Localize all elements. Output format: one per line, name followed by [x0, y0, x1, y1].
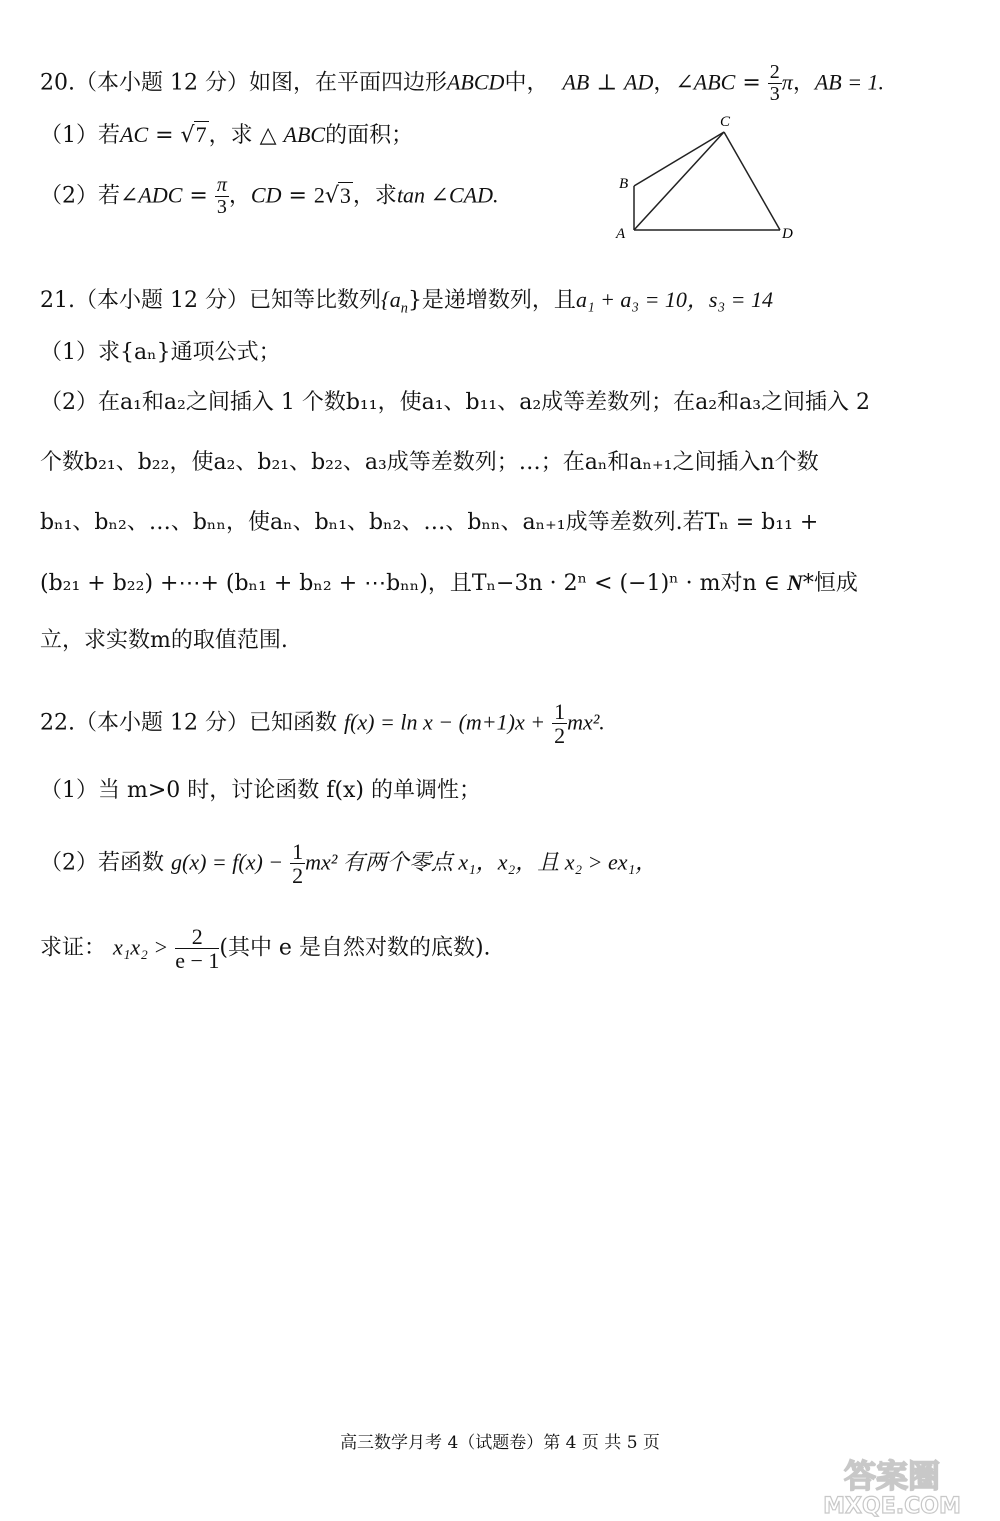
quadrilateral-figure: [600, 110, 810, 250]
watermark-top-text: 答案圈: [843, 1457, 941, 1495]
q21-part2-line2: 个数b₂₁、b₂₂，使a₂、b₂₁、b₂₂、a₃成等差数列；…；在aₙ和aₙ₊₁之间插入n个数: [40, 450, 819, 475]
q20-title: 20.（本小题 12 分）如图，在平面四边形ABCD中， AB ⊥ AD，∠ABC = $\frac{2}{3}$ π，AB = 1.: [40, 61, 885, 105]
segment-ac: [634, 132, 724, 230]
q22-proof: 求证： x₁x₂ > $\frac{2}{e - 1}$ (其中 e 是自然对数的底数).: [40, 924, 491, 974]
q21-part2-line4: (b₂₁ + b₂₂) +⋯+ (bₙ₁ + bₙ₂ + ⋯bₙₙ)，且Tₙ−3n · 2ⁿ < (−1)ⁿ · m对n ∈ N*恒成: [40, 570, 858, 596]
page-footer: 高三数学月考 4（试题卷）第 4 页 共 5 页: [340, 1433, 660, 1453]
q22-part1: （1）当 m>0 时，讨论函数 f(x) 的单调性；: [40, 778, 481, 803]
fraction-2-3: $\frac{2}{3}$: [769, 61, 780, 105]
q22-title: 22.（本小题 12 分）已知函数 f(x) = ln x − (m+1)x + $\frac{1}{2}$ mx².: [40, 699, 605, 749]
watermark-logo: [792, 1453, 992, 1519]
q21-part1: （1）求{aₙ}通项公式；: [40, 340, 281, 365]
q21-part2-line1: （2）在a₁和a₂之间插入 1 个数b₁₁，使a₁、b₁₁、a₂成等差数列；在a₂和a₃之间插入 2: [40, 390, 871, 415]
q22-part2: （2）若函数 g(x) = f(x) − $\frac{1}{2}$ mx² 有两个零点 x₁，x₂，且 x₂ > ex₁，: [40, 839, 658, 889]
q21-part2-line5: 立，求实数m的取值范围.: [40, 628, 288, 653]
segment-cd: [724, 132, 780, 230]
vertex-d-label: D: [782, 226, 793, 242]
q21-part2-line3: bₙ₁、bₙ₂、…、bₙₙ，使aₙ、bₙ₁、bₙ₂、…、bₙₙ、aₙ₊₁成等差数列.若Tₙ = b₁₁ +: [40, 510, 819, 535]
fraction-1-2-b: $\frac{1}{2}$: [292, 839, 304, 889]
q20-part2: （2）若∠ADC = $\frac{\pi}{3}$ ，CD = 2√3，求tan ∠CAD.: [40, 174, 499, 218]
fraction-pi-3: $\frac{\pi}{3}$: [216, 174, 227, 218]
fraction-2-over-e-minus-1: $\frac{2}{e - 1}$: [175, 924, 220, 974]
q20-part1: （1）若AC = √7，求 △ ABC的面积；: [40, 122, 414, 148]
segment-bc: [634, 132, 724, 186]
vertex-c-label: C: [720, 114, 731, 130]
q21-title: 21.（本小题 12 分）已知等比数列$\{a_n\}$是递增数列，且a₁ + a₃ = 10，s₃ = 14: [40, 287, 773, 317]
fraction-1-2: $\frac{1}{2}$: [554, 699, 566, 749]
vertex-b-label: B: [619, 176, 629, 192]
vertex-a-label: A: [616, 226, 626, 242]
watermark-bottom-text: MXQE.COM: [823, 1494, 961, 1519]
